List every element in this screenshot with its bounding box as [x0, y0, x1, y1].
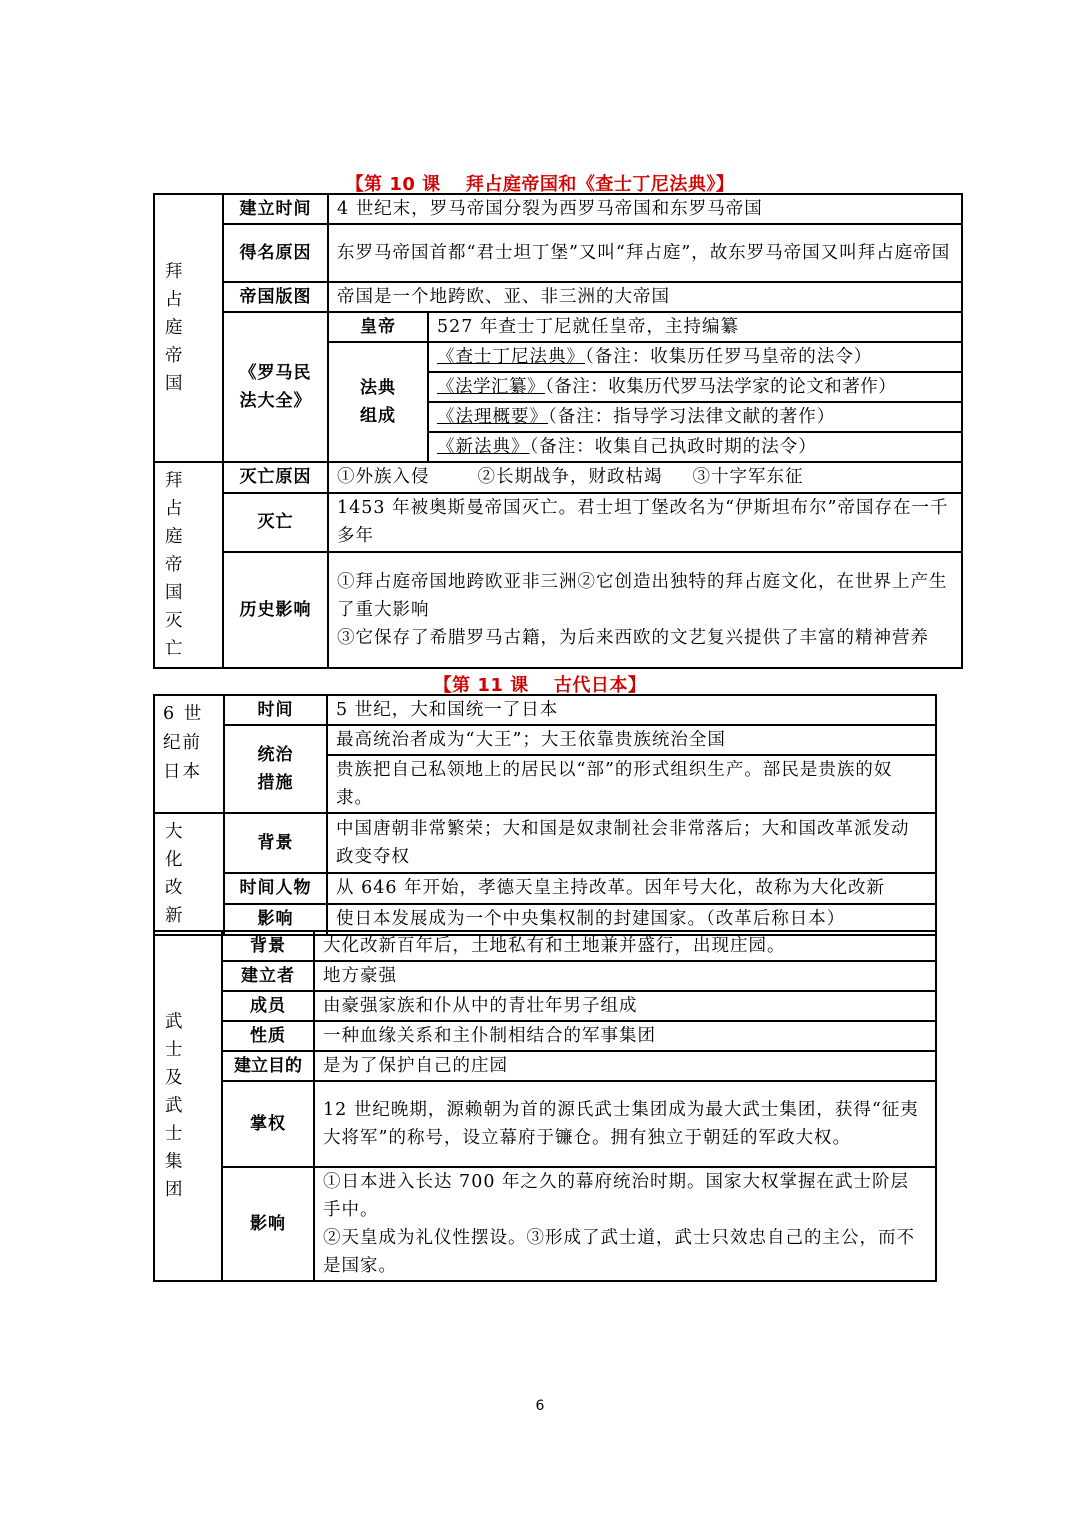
- impact-cell: [328, 552, 962, 668]
- code4: [428, 432, 962, 462]
- samurai-impact-label: 影响: [222, 1167, 314, 1281]
- code3: [428, 402, 962, 432]
- samurai-impact-text-2: ②天皇成为礼仪性摆设。③形成了武士道，武士只效忠自己的主公，而不是国家。: [323, 1228, 915, 1276]
- founder-text: 地方豪强: [314, 961, 936, 991]
- lesson11-title: 【第 11 课 古代日本】: [433, 675, 647, 696]
- code3-note: （备注：指导学习法律文献的著作）: [548, 407, 836, 427]
- cause-label: 灭亡原因: [223, 462, 328, 493]
- founding-label: 建立时间: [223, 194, 328, 224]
- power-label: 掌权: [222, 1081, 314, 1167]
- impact-label: 历史影响: [223, 552, 328, 668]
- founder-label: 建立者: [222, 961, 314, 991]
- naming-text: 东罗马帝国首都“君士坦丁堡”又叫“拜占庭”，故东罗马帝国又叫拜占庭帝国: [328, 224, 962, 282]
- cause2: ②长期战争，财政枯竭: [477, 467, 663, 488]
- code2-title: 《法学汇纂》: [437, 377, 545, 397]
- taika-people-label: 时间人物: [224, 873, 327, 904]
- code1: [428, 342, 962, 372]
- taika-bg-text: 中国唐朝非常繁荣；大和国是奴隶制社会非常落后；大和国改革派发动政变夺权: [327, 813, 936, 873]
- rule-text-2: 贵族把自己私领地上的居民以“部”的形式组织生产。部民是贵族的奴隶。: [327, 755, 936, 813]
- code3-title: 《法理概要》: [437, 407, 548, 427]
- group-pre6: 6 世纪前日本: [154, 695, 224, 813]
- corpus-label: 《罗马民法大全》: [223, 312, 328, 462]
- nature-label: 性质: [222, 1021, 314, 1051]
- cause-text: [328, 462, 962, 493]
- group-taika: 大化改新: [154, 813, 224, 935]
- member-text: 由豪强家族和仆从中的青壮年男子组成: [314, 991, 936, 1021]
- fall-text: 1453 年被奥斯曼帝国灭亡。君士坦丁堡改名为“伊斯坦布尔”帝国存在一千多年: [328, 493, 962, 552]
- samurai-impact-cell: [314, 1167, 936, 1281]
- page-number: 6: [535, 1398, 545, 1414]
- taika-people-text: 从 646 年开始，孝德天皇主持改革。因年号大化，故称为大化改新: [327, 873, 936, 904]
- taika-impact-text: 使日本发展成为一个中央集权制的封建国家。（改革后称日本）: [327, 904, 936, 935]
- territory-label: 帝国版图: [223, 282, 328, 312]
- impact-text-2: ③它保存了希腊罗马古籍，为后来西欧的文艺复兴提供了丰富的精神营养: [337, 627, 929, 648]
- emperor-label: 皇帝: [328, 312, 428, 342]
- emperor-text: 527 年查士丁尼就任皇帝，主持编纂: [428, 312, 962, 342]
- cause1: ①外族入侵: [337, 467, 430, 488]
- power-text: 12 世纪晚期，源赖朝为首的源氏武士集团成为最大武士集团，获得“征夷大将军”的称号，设立幕府于镰仓。拥有独立于朝廷的军政大权。: [314, 1081, 936, 1167]
- lesson10-title: 【第 10 课 拜占庭帝国和《查士丁尼法典》】: [345, 174, 735, 195]
- code4-title: 《新法典》: [437, 437, 530, 457]
- lesson11-table-a: [153, 694, 937, 936]
- fall-label: 灭亡: [223, 493, 328, 552]
- lesson10-table: [153, 193, 963, 669]
- purpose-label: 建立目的: [222, 1051, 314, 1081]
- group-byzantine: 拜占庭帝国: [154, 194, 223, 462]
- founding-text: 4 世纪末，罗马帝国分裂为西罗马帝国和东罗马帝国: [328, 194, 962, 224]
- nature-text: 一种血缘关系和主仆制相结合的军事集团: [314, 1021, 936, 1051]
- time-text: 5 世纪，大和国统一了日本: [327, 695, 936, 725]
- taika-bg-label: 背景: [224, 813, 327, 873]
- impact-text-1: ①拜占庭帝国地跨欧亚非三洲②它创造出独特的拜占庭文化，在世界上产生了重大影响: [337, 571, 948, 620]
- group-byzantine-fall: 拜占庭帝国灭亡: [154, 462, 223, 668]
- code2-note: （备注：收集历代罗马法学家的论文和著作）: [545, 377, 897, 397]
- taika-impact-label: 影响: [224, 904, 327, 935]
- purpose-text: 是为了保护自己的庄园: [314, 1051, 936, 1081]
- territory-text: 帝国是一个地跨欧、亚、非三洲的大帝国: [328, 282, 962, 312]
- code4-note: （备注：收集自己执政时期的法令）: [529, 437, 817, 457]
- member-label: 成员: [222, 991, 314, 1021]
- group-samurai: 武士及武士集团: [154, 931, 222, 1281]
- code2: [428, 372, 962, 402]
- rule-text-1: 最高统治者成为“大王”；大王依靠贵族统治全国: [327, 725, 936, 755]
- naming-label: 得名原因: [223, 224, 328, 282]
- time-label: 时间: [224, 695, 327, 725]
- composition-label: 法典组成: [328, 342, 428, 462]
- samurai-bg-text: 大化改新百年后，土地私有和土地兼并盛行，出现庄园。: [314, 931, 936, 961]
- rule-label: 统治措施: [224, 725, 327, 813]
- cause3: ③十字军东征: [692, 467, 804, 488]
- lesson11-table-b: [153, 930, 937, 1282]
- code1-note: （备注：收集历任罗马皇帝的法令）: [585, 347, 873, 367]
- code1-title: 《查士丁尼法典》: [437, 347, 585, 367]
- samurai-impact-text-1: ①日本进入长达 700 年之久的幕府统治时期。国家大权掌握在武士阶层手中。: [323, 1172, 910, 1220]
- samurai-bg-label: 背景: [222, 931, 314, 961]
